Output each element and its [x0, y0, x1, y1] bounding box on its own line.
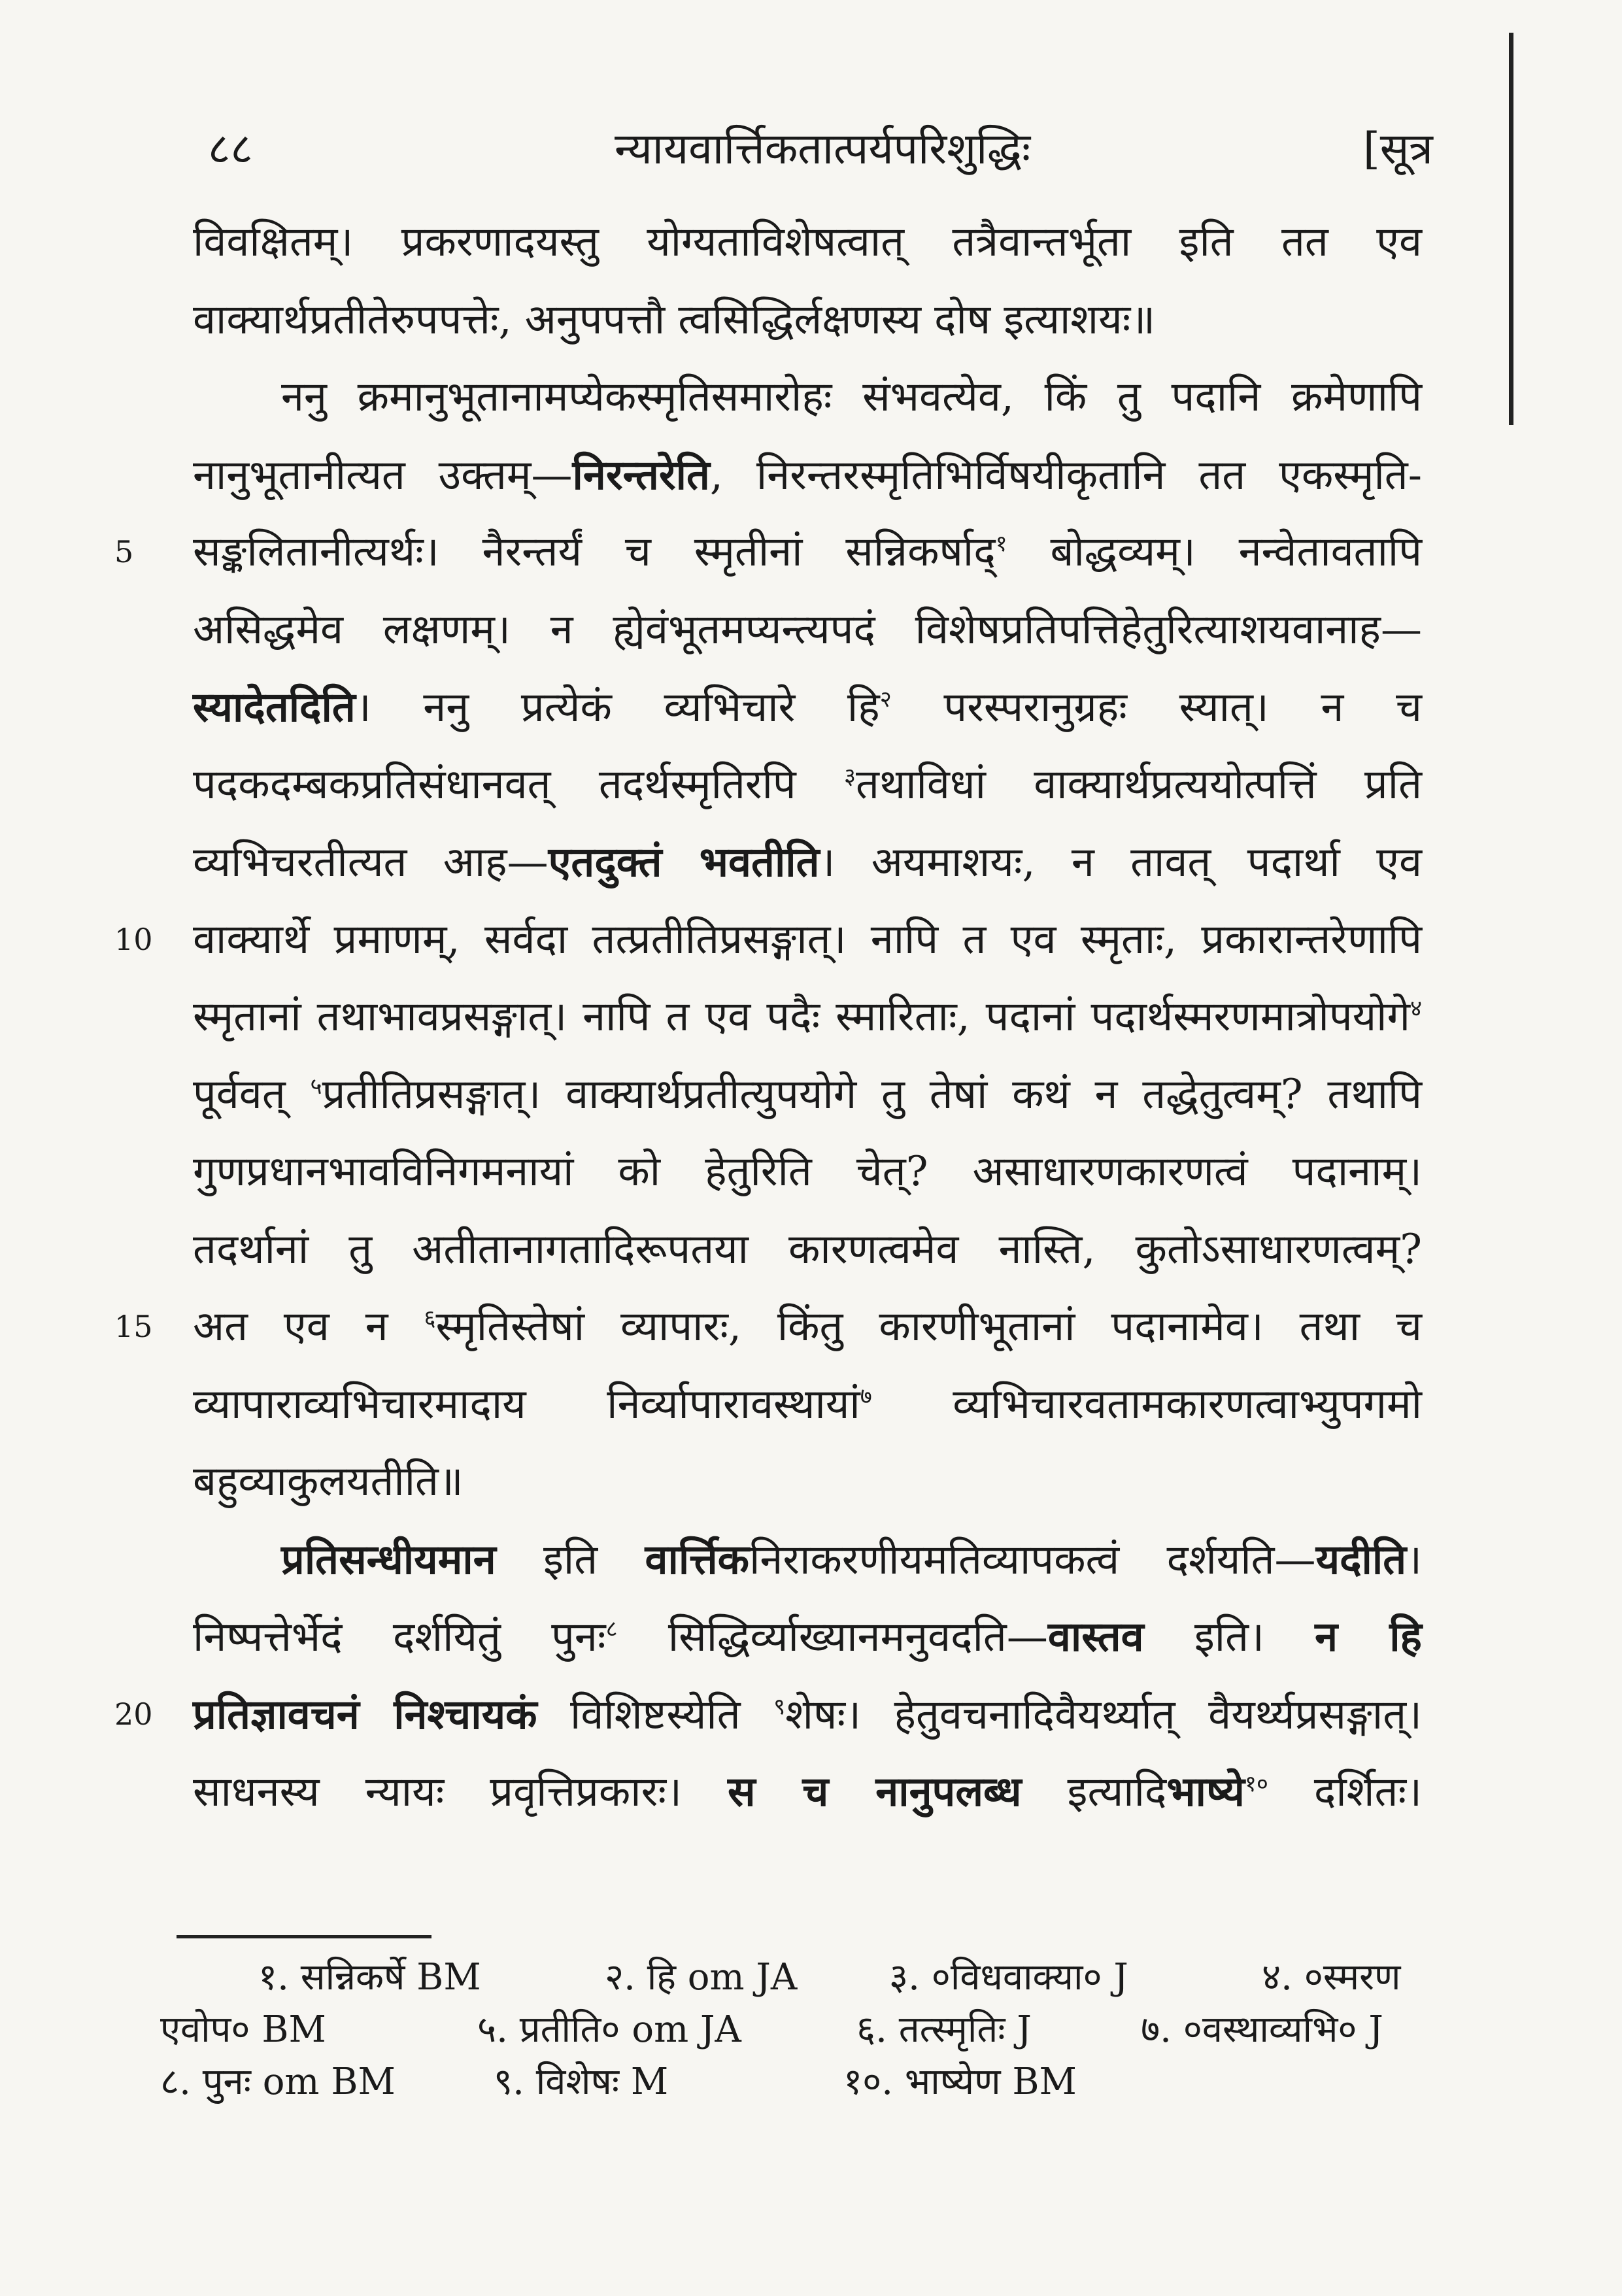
footnote: ४. ०स्मरण	[1262, 1956, 1401, 1999]
text-line: व्यापाराव्यभिचारमादाय निर्व्यापारावस्थायां$^७$ व्यभिचारवतामकारणत्वाभ्युपगमो	[193, 1380, 1422, 1428]
text-line: नानुभूतानीत्यत उक्तम्—निरन्तरेति, निरन्तरस्मृतिभिर्विषयीकृतानि तत एकस्मृति-	[193, 450, 1423, 499]
line-number: 15	[114, 1309, 153, 1344]
line-number: 20	[114, 1697, 153, 1732]
footnote-rule	[177, 1935, 431, 1938]
text-line: पदकदम्बकप्रतिसंधानवत् तदर्थस्मृतिरपि $^३$तथाविधां वाक्यार्थप्रत्ययोत्पत्तिं प्रति	[193, 760, 1423, 808]
text-line: प्रतिज्ञावचनं निश्चायकं विशिष्टस्येति $^९$शेषः। हेतुवचनादिवैयर्थ्यात् वैयर्थ्यप्रसङ्गात्।	[193, 1690, 1423, 1738]
footnote: एवोप० BM	[160, 2008, 326, 2051]
text-line: तदर्थानां तु अतीतानागतादिरूपतया कारणत्वमेव नास्ति, कुतोऽसाधारणत्वम्?	[193, 1225, 1422, 1273]
footnote: ९. विशेषः M	[494, 2061, 669, 2103]
section-marker: [सूत्र	[1363, 124, 1433, 174]
text-line: व्यभिचरतीत्यत आह—एतदुक्तं भवतीति। अयमाशयः, न तावत् पदार्था एव	[193, 837, 1422, 886]
text-line: विवक्षितम्। प्रकरणादयस्तु योग्यताविशेषत्वात् तत्रैवान्तर्भूता इति तत एव	[193, 218, 1422, 265]
text-line: वाक्यार्थप्रतीतेरुपपत्तेः, अनुपपत्तौ त्वसिद्धिर्लक्षणस्य दोष इत्याशयः॥	[193, 295, 1156, 343]
footnote: १. सन्निकर्षे BM	[258, 1956, 481, 1999]
line-number: 10	[114, 922, 153, 957]
text-line: निष्पत्तेर्भेदं दर्शयितुं पुनः$^८$ सिद्धिर्व्याख्यानमनुवदति—वास्तव इति। न हि	[193, 1612, 1423, 1661]
footnote: ८. पुनः om BM	[160, 2061, 396, 2103]
text-line: अत एव न $^६$स्मृतिस्तेषां व्यापारः, किंतु कारणीभूतानां पदानामेव। तथा च	[193, 1302, 1422, 1350]
line-number: 5	[114, 534, 134, 569]
text-line: स्यादेतदिति। ननु प्रत्येकं व्यभिचारे हि$^२$ परस्परानुग्रहः स्यात्। न च	[193, 683, 1422, 731]
text-line: प्रतिसन्धीयमान इति वार्त्तिकनिराकरणीयमतिव्यापकत्वं दर्शयति—यदीति।	[281, 1535, 1422, 1583]
footnote: ७. ०वस्थाव्यभि० J	[1141, 2008, 1383, 2051]
running-title: न्यायवार्त्तिकतात्पर्यपरिशुद्धिः	[615, 124, 1031, 174]
text-line: असिद्धमेव लक्षणम्। न ह्येवंभूतमप्यन्त्यपदं विशेषप्रतिपत्तिहेतुरित्याशयवानाह—	[193, 605, 1422, 653]
margin-rule	[1509, 33, 1513, 425]
text-line: बहुव्याकुलयतीति॥	[193, 1457, 464, 1505]
text-line: साधनस्य न्यायः प्रवृत्तिप्रकारः। स च नानुपलब्ध इत्यादिभाष्ये$^{१०}$ दर्शितः।	[193, 1767, 1423, 1815]
footnote: ३. ०विधवाक्या० J	[889, 1956, 1128, 1999]
text-line: वाक्यार्थे प्रमाणम्, सर्वदा तत्प्रतीतिप्रसङ्गात्। नापि त एव स्मृताः, प्रकारान्तरेणापि	[193, 915, 1422, 963]
text-line: पूर्ववत् $^५$प्रतीतिप्रसङ्गात्। वाक्यार्थप्रतीत्युपयोगे तु तेषां कथं न तद्धेतुत्वम्? तथापि	[193, 1070, 1422, 1118]
page-header	[0, 111, 1622, 183]
page-number: ८८	[208, 124, 253, 174]
text-line: ननु क्रमानुभूतानामप्येकस्मृतिसमारोहः संभवत्येव, किं तु पदानि क्रमेणापि	[281, 373, 1422, 420]
text-line: गुणप्रधानभावविनिगमनायां को हेतुरिति चेत्? असाधारणकारणत्वं पदानाम्।	[193, 1147, 1423, 1195]
text-line: स्मृतानां तथाभावप्रसङ्गात्। नापि त एव पदैः स्मारिताः, पदानां पदार्थस्मरणमात्रोपयोगे$^४$	[193, 992, 1422, 1040]
footnote: २. हि om JA	[605, 1956, 798, 1999]
text-line: सङ्कलितानीत्यर्थः। नैरन्तर्यं च स्मृतीनां सन्निकर्षाद्$^१$ बोद्धव्यम्। नन्वेतावतापि	[193, 528, 1422, 575]
footnote: ५. प्रतीति० om JA	[477, 2008, 741, 2051]
footnote: १०. भाष्येण BM	[843, 2061, 1077, 2103]
footnote: ६. तत्स्मृतिः J	[856, 2008, 1032, 2051]
